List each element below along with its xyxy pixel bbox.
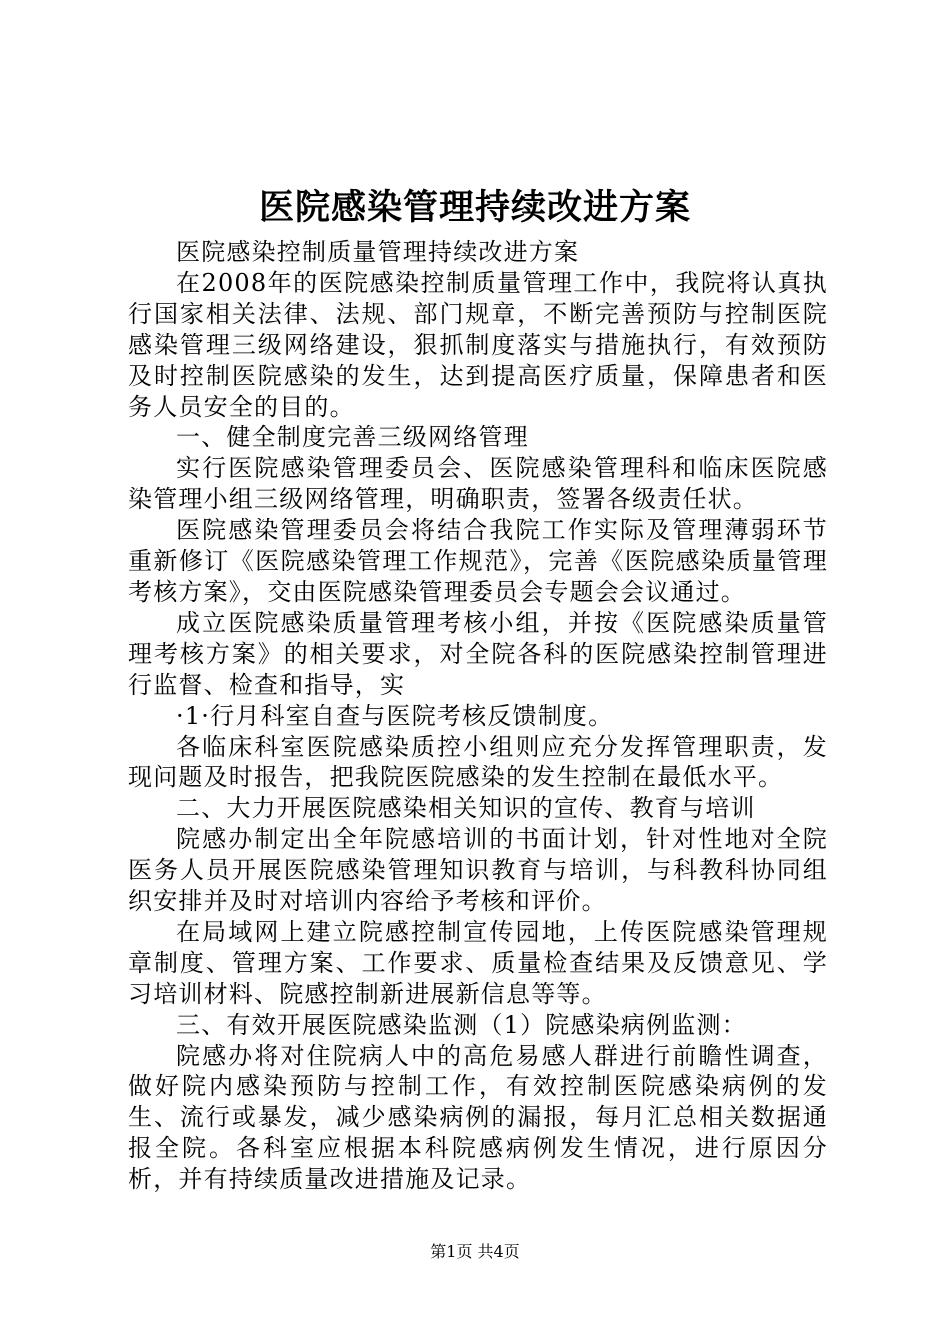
paragraph: 成立医院感染质量管理考核小组，并按《医院感染质量管理考核方案》的相关要求，对全院各科的医院感染控制管理进行监督、检查和指导，实 — [128, 608, 828, 699]
section-heading-1: 一、健全制度完善三级网络管理 — [176, 423, 529, 452]
paragraph-intro: 在2008年的医院感染控制质量管理工作中，我院将认真执行国家相关法律、法规、部门规章，不断完善预防与控制医院感染管理三级网络建设，狠抓制度落实与措施执行，有效预防及时控制医院感染的发生，达到提高医疗质量，保障患者和医务人员安全的目的。 — [128, 268, 828, 421]
page-footer: 第1页 共4页 — [430, 1242, 520, 1261]
document-title: 医院感染管理持续改进方案 — [258, 187, 691, 228]
paragraph: 各临床科室医院感染质控小组则应充分发挥管理职责，发现问题及时报告，把我院医院感染的发生控制在最低水平。 — [128, 732, 828, 792]
paragraph: 实行医院感染管理委员会、医院感染管理科和临床医院感染管理小组三级网络管理，明确职责，签署各级责任状。 — [128, 454, 828, 514]
paragraph: 院感办制定出全年院感培训的书面计划，针对性地对全院医务人员开展医院感染管理知识教育与培训，与科教科协同组织安排并及时对培训内容给予考核和评价。 — [128, 825, 828, 916]
paragraph: 院感办将对住院病人中的高危易感人群进行前瞻性调查，做好院内感染预防与控制工作，有效控制医院感染病例的发生、流行或暴发，减少感染病例的漏报，每月汇总相关数据通报全院。各科室应根据本科院感病例发生情况，进行原因分析，并有持续质量改进措施及记录。 — [128, 1041, 828, 1194]
document-body — [128, 237, 828, 1195]
paragraph: 医院感染管理委员会将结合我院工作实际及管理薄弱环节重新修订《医院感染管理工作规范》，完善《医院感染质量管理考核方案》，交由医院感染管理委员会专题会会议通过。 — [128, 516, 828, 606]
paragraph-subtitle: 医院感染控制质量管理持续改进方案 — [176, 238, 580, 266]
paragraph: 在局域网上建立院感控制宣传园地，上传医院感染管理规章制度、管理方案、工作要求、质量检查结果及反馈意见、学习培训材料、院感控制新进展新信息等等。 — [128, 917, 828, 1008]
paragraph: ·1·行月科室自查与医院考核反馈制度。 — [176, 701, 614, 730]
section-heading-2: 二、大力开展医院感染相关知识的宣传、教育与培训 — [176, 794, 756, 823]
section-heading-3: 三、有效开展医院感染监测（1）院感染病例监测： — [176, 1010, 747, 1039]
